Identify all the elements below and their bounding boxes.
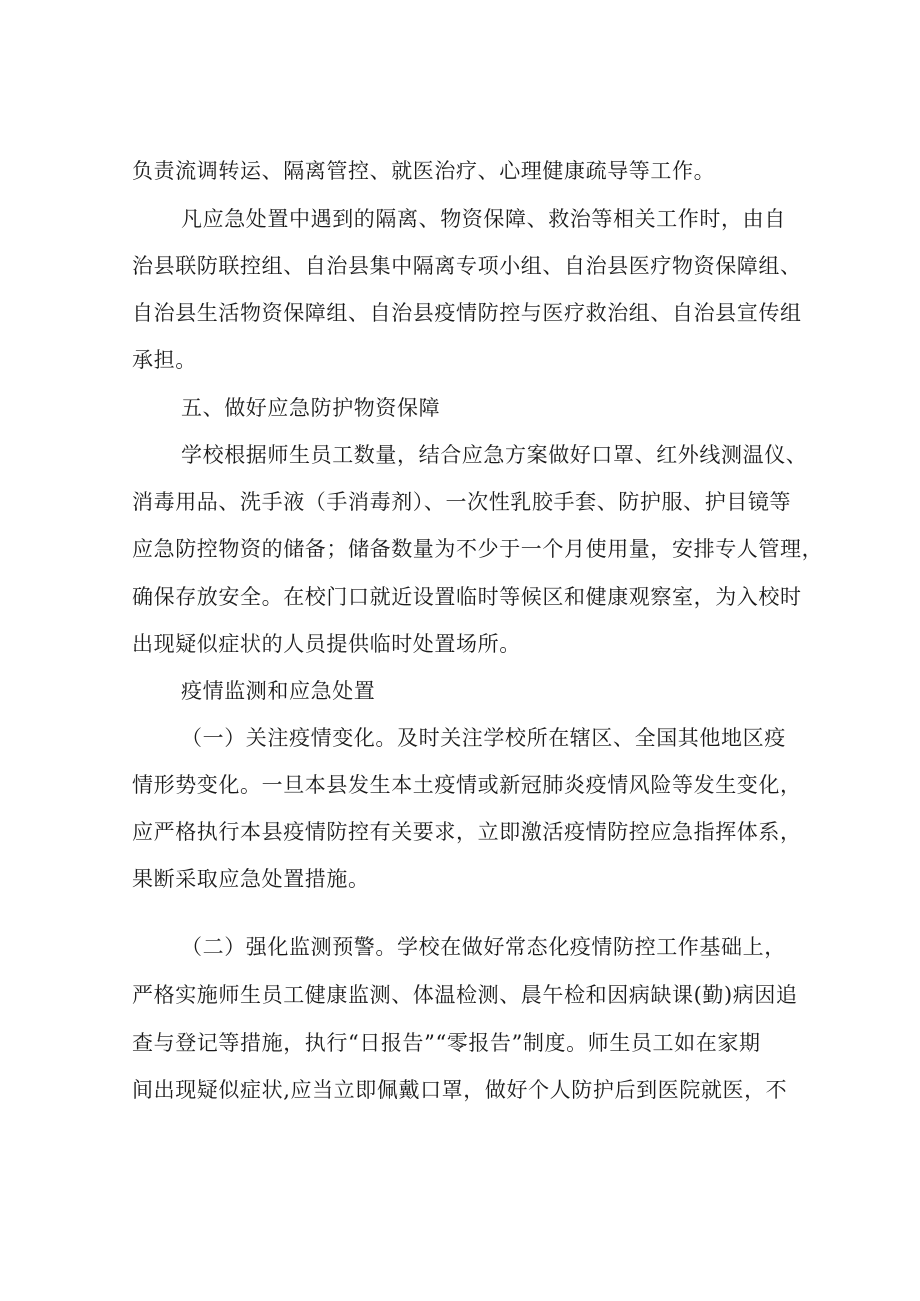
text-line: （一）关注疫情变化。及时关注学校所在辖区、全国其他地区疫 — [181, 726, 786, 750]
section-heading: 五、做好应急防护物资保障 — [181, 396, 441, 420]
text-line: 出现疑似症状的人员提供临时处置场所。 — [132, 632, 521, 656]
text-line: 凡应急处置中遇到的隔离、物资保障、救治等相关工作时，由自 — [181, 207, 786, 231]
text-line: 情形势变化。一旦本县发生本土疫情或新冠肺炎疫情风险等发生变化， — [132, 773, 802, 797]
text-line: 确保存放安全。在校门口就近设置临时等候区和健康观察室，为入校时 — [132, 585, 802, 609]
section-heading: 疫情监测和应急处置 — [181, 679, 376, 703]
text-line: 严格实施师生员工健康监测、体温检测、晨午检和因病缺课(勤)病因追 — [132, 983, 798, 1007]
text-line: 学校根据师生员工数量，结合应急方案做好口罩、红外线测温仪、 — [181, 443, 808, 467]
text-line: 应急防控物资的储备；储备数量为不少于一个月使用量，安排专人管理， — [132, 537, 824, 561]
text-line: （二）强化监测预警。学校在做好常态化疫情防控工作基础上， — [181, 935, 786, 959]
text-line: 消毒用品、洗手液（手消毒剂）、一次性乳胶手套、防护服、护目镜等 — [132, 490, 792, 514]
text-line: 间出现疑似症状,应当立即佩戴口罩，做好个人防护后到医院就医，不 — [132, 1078, 788, 1102]
text-line: 果断采取应急处置措施。 — [132, 867, 370, 891]
text-line: 查与登记等措施，执行“日报告”“零报告”制度。师生员工如在家期 — [132, 1031, 761, 1055]
text-line: 自治县生活物资保障组、自治县疫情防控与医疗救治组、自治县宣传组 — [132, 301, 802, 325]
text-line: 应严格执行本县疫情防控有关要求，立即激活疫情防控应急指挥体系， — [132, 820, 802, 844]
text-line: 负责流调转运、隔离管控、就医治疗、心理健康疏导等工作。 — [132, 159, 716, 183]
text-line: 治县联防联控组、自治县集中隔离专项小组、自治县医疗物资保障组、 — [132, 254, 802, 278]
text-line: 承担。 — [132, 348, 197, 372]
